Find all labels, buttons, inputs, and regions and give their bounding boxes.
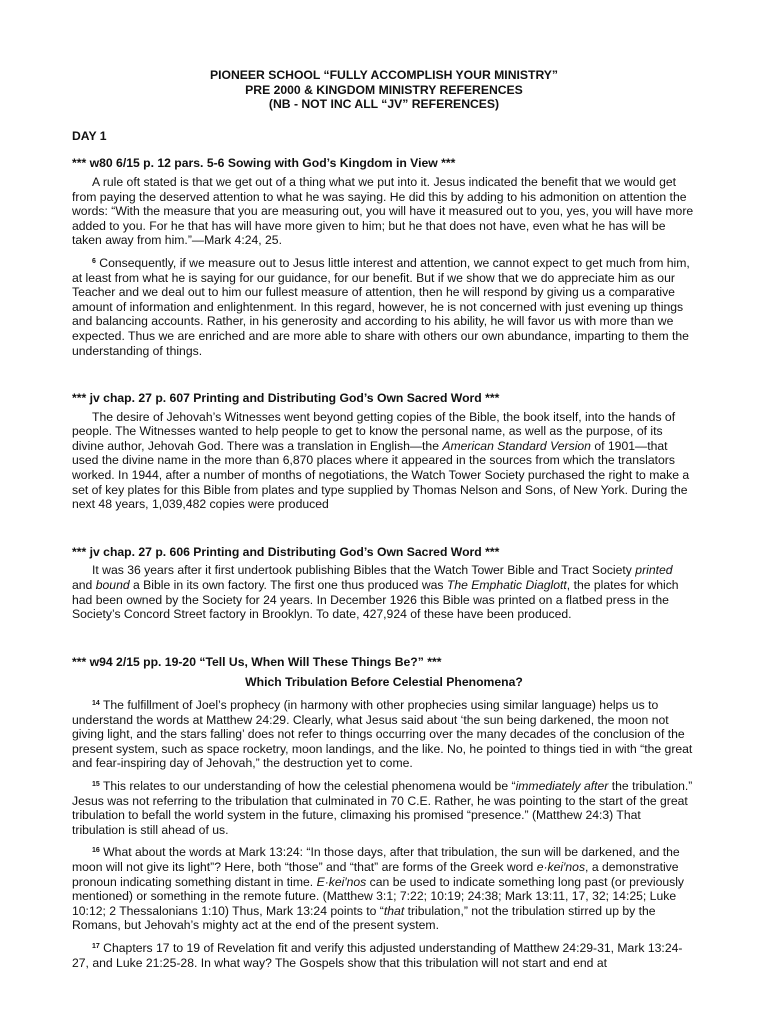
section-1-reference: *** w80 6/15 p. 12 pars. 5-6 Sowing with God’s Kingdom in View *** — [72, 156, 456, 171]
section-4-reference: *** w94 2/15 pp. 19-20 “Tell Us, When Will These Things Be?” *** — [72, 654, 442, 669]
section-4-paragraph-14: $^{14}$ The fulfillment of Joel’s prophecy (in harmony with other prophecies using similar language) helps us to understand the words at Matthew 24:29. Clearly, what Jesus said about ‘the sun being darkened, the moon not giving light, and the stars falling’ does not refer to things occurring over the many decades of the conclusion of the present system, such as space rocketry, moon landings, and the like. No, he pointed to things tied in with “the great and fear-inspiring day of Jehovah,” the destruction yet to come. — [72, 698, 693, 771]
section-2-reference: *** jv chap. 27 p. 607 Printing and Distributing God’s Own Sacred Word *** — [72, 391, 500, 406]
doc-title-line2: PRE 2000 & KINGDOM MINISTRY REFERENCES — [245, 82, 523, 97]
section-4-subtitle: Which Tribulation Before Celestial Phenomena? — [245, 675, 523, 690]
paragraph-number: 14 — [92, 700, 100, 707]
section-1-paragraph-1: A rule oft stated is that we get out of a thing what we put into it. Jesus indicated the benefit that we would get from paying the deserved attention to what he was saying. He did this by adding to his admonition on attention the words: “With the measure that you are measuring out, you will have it measured out to you, yes, you will have more added to you. For he that has will have more given to him; but he that does not have, even what he has will be taken away from him.”—Mark 4:24, 25. — [72, 174, 694, 248]
document-page — [72, 68, 696, 970]
paragraph-number: 17 — [92, 942, 100, 950]
paragraph-number: 16 — [92, 847, 100, 855]
paragraph-number: 6 — [92, 257, 96, 265]
section-1-paragraph-2: $^6$ Consequently, if we measure out to Jesus little interest and attention, we cannot expect to get much from him, at least from what he is saying for our guidance, for our benefit. But if we show that we do appreciate him as our Teacher and we deal out to him our fullest measure of attention, then he will respond by giving us a comparative amount of information and enlightenment. In this regard, however, he is not concerned with just evening up things and balancing accounts. Rather, in his generosity and according to his ability, he will favor us with more than we expected. Thus we are enriched and are more able to share with others our own abundance, imparting to them the understanding of things. — [72, 255, 690, 358]
section-2-paragraph-1: The desire of Jehovah’s Witnesses went beyond getting copies of the Bible, the book itself, into the hands of people. The Witnesses wanted to help people to get to know the personal name, as well as the purpose, of its divine author, Jehovah God. There was a translation in English—the American Standard Version of 1901—that used the divine name in the more than 6,870 places where it appeared in the sources from which the translators worked. In 1944, after a number of months of negotiations, the Watch Tower Society purchased the right to make a set of key plates for this Bible from plates and type supplied by Thomas Nelson and Sons, of New York. During the next 48 years, 1,039,482 copies were produced — [72, 409, 690, 512]
doc-title-line3: (NB - NOT INC ALL “JV” REFERENCES) — [268, 97, 500, 112]
section-4-paragraph-15: $^{15}$ This relates to our understanding of how the celestial phenomena would be “immediately after the tribulation.” Jesus was not referring to the tribulation that culminated in 70 C.E. Rather, he was pointing to the start of the great tribulation to befall the world system in the future, climaxing his promised “presence.” (Matthew 24:3) That tribulation is still ahead of us. — [72, 778, 693, 837]
section-3-reference: *** jv chap. 27 p. 606 Printing and Distributing God’s Own Sacred Word *** — [72, 544, 500, 559]
doc-title-line1: PIONEER SCHOOL “FULLY ACCOMPLISH YOUR MINISTRY” — [209, 68, 559, 82]
section-3-paragraph-1: It was 36 years after it first undertook publishing Bibles that the Watch Tower Bible and Tract Society printed and bound a Bible in its own factory. The first one thus produced was The Emphatic Diaglott, the plates for which had been owned by the Society for 24 years. In December 1926 this Bible was printed on a flatbed press in the Society’s Concord Street factory in Brooklyn. To date, 427,924 of these have been produced. — [72, 563, 679, 622]
paragraph-number: 15 — [92, 780, 100, 788]
day-heading: DAY 1 — [72, 128, 107, 143]
section-4-paragraph-16: $^{16}$ What about the words at Mark 13:24: “In those days, after that tribulation, the sun will be darkened, and the moon will not give its light”? Here, both “those” and “that” are forms of the Greek word e·kei′nos, a demonstrative pronoun indicating something distant in time. E·kei′nos can be used to indicate something long past (or previously mentioned) or something in the remote future. (Matthew 3:1; 7:22; 10:19; 24:38; Mark 13:11, 17, 32; 14:25; Luke 10:12; 2 Thessalonians 1:10) Thus, Mark 13:24 points to “that tribulation,” not the tribulation stirred up by the Romans, but Jehovah’s mighty act at the end of the present system. — [72, 845, 685, 933]
section-4-paragraph-17: $^{17}$ Chapters 17 to 19 of Revelation fit and verify this adjusted understanding of Matthew 24:29-31, Mark 13:24-27, and Luke 21:25-28. In what way? The Gospels show that this tribulation will not start and end at — [72, 940, 683, 970]
